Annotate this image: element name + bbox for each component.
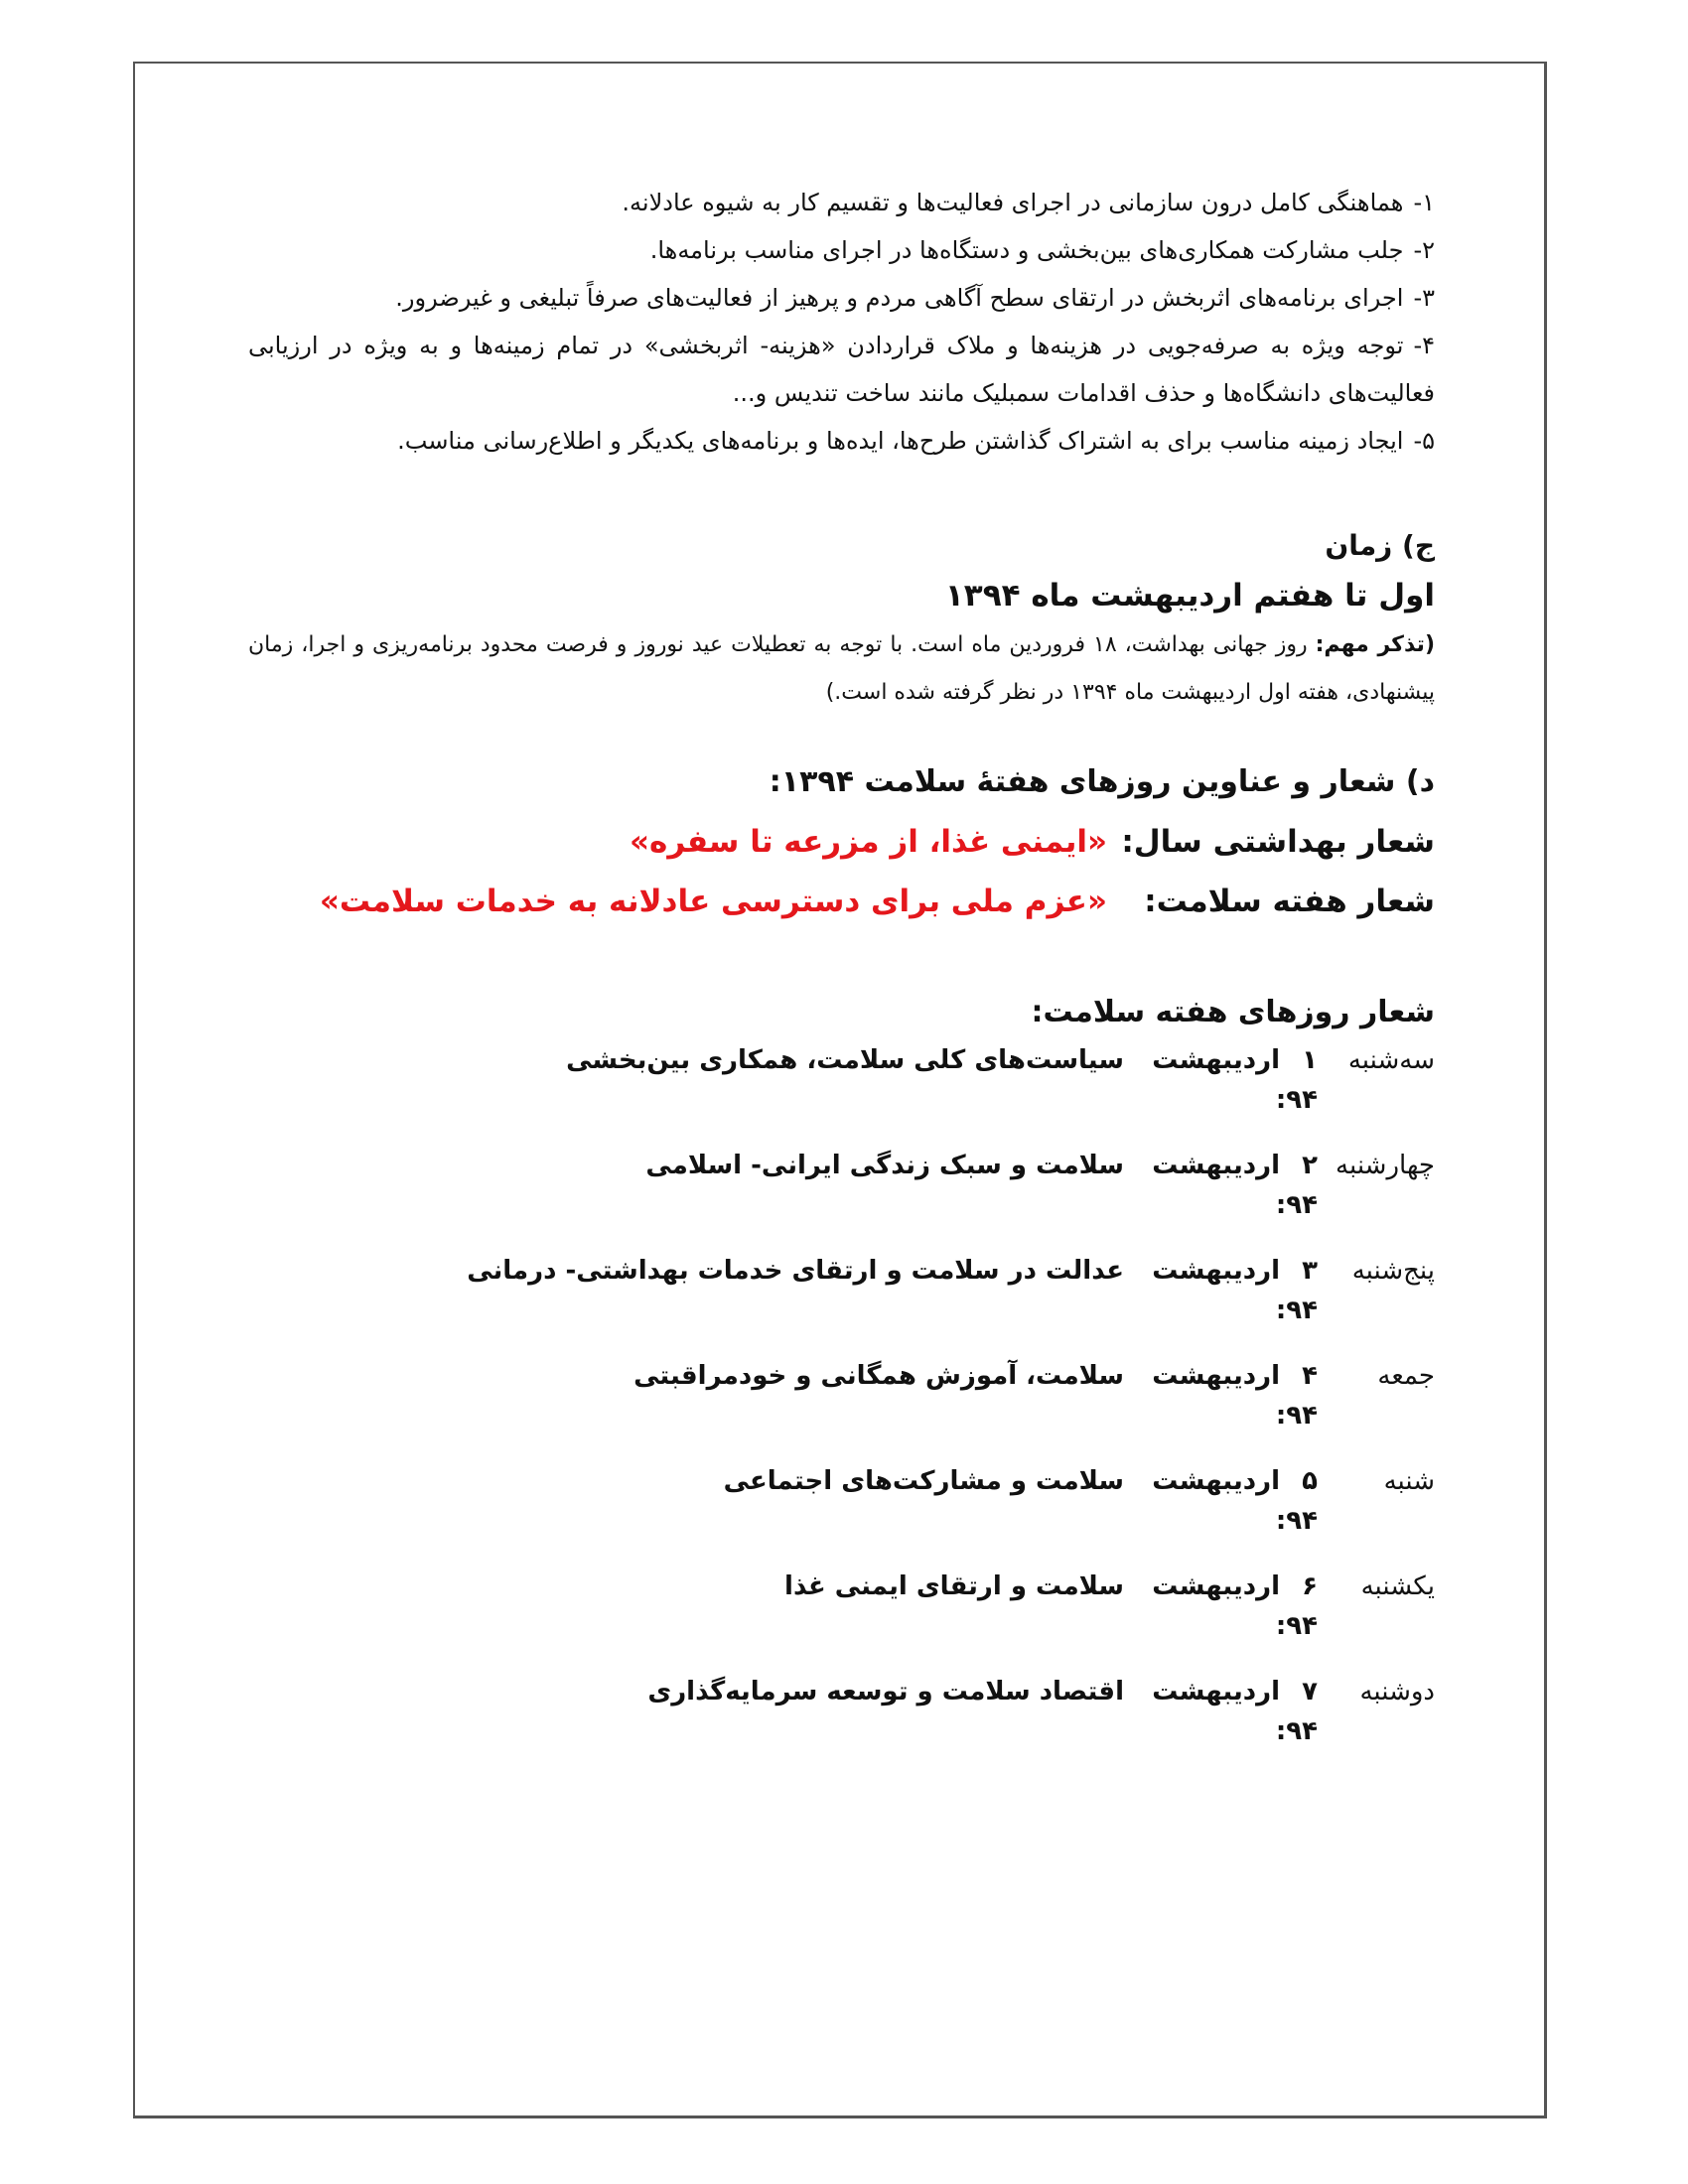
table-row bbox=[248, 1251, 1435, 1330]
table-row bbox=[248, 1567, 1435, 1646]
section-d-heading: د) شعار و عناوین روزهای هفتهٔ سلامت ۱۳۹۴: bbox=[769, 764, 1435, 799]
day-number: ۳ bbox=[1302, 1256, 1318, 1286]
list-item-text: جلب مشارکت همکاری‌های بین‌بخشی و دستگاه‌ها در اجرای مناسب برنامه‌ها. bbox=[649, 236, 1404, 264]
day-name: پنج‌شنبه bbox=[1351, 1256, 1435, 1286]
document-content bbox=[248, 179, 1435, 1751]
list-item-text: توجه ویژه به صرفه‌جویی در هزینه‌ها و ملاک قراردادن «هزینه- اثربخشی» در تمام زمینه‌ها و به ویژه در ارزیابی فعالیت‌های دانشگاه‌ها و حذف اقدامات سمبلیک مانند ساخت تندیس و... bbox=[248, 332, 1435, 407]
section-c-date: اول تا هفتم اردیبهشت ماه ۱۳۹۴ bbox=[944, 578, 1435, 614]
day-name: جمعه bbox=[1377, 1361, 1435, 1391]
list-item bbox=[248, 179, 1435, 226]
day-number: ۵ bbox=[1302, 1466, 1318, 1496]
table-row bbox=[248, 1461, 1435, 1541]
table-row bbox=[248, 1040, 1435, 1120]
day-name: شنبه bbox=[1383, 1466, 1435, 1496]
day-title: سلامت و مشارکت‌های اجتماعی bbox=[723, 1466, 1124, 1496]
section-c-heading: ج) زمان bbox=[1325, 529, 1435, 562]
table-row bbox=[248, 1356, 1435, 1435]
list-item-number: ۳- bbox=[1413, 284, 1435, 312]
slogan-label: شعار هفته سلامت: bbox=[1144, 884, 1435, 919]
day-date bbox=[1124, 1040, 1318, 1120]
day-date bbox=[1124, 1461, 1318, 1541]
day-month: اردیبهشت ۹۴: bbox=[1152, 1361, 1318, 1431]
day-title: سلامت و ارتقای ایمنی غذا bbox=[784, 1571, 1124, 1601]
day-title: سلامت و سبک زندگی ایرانی- اسلامی bbox=[645, 1151, 1124, 1180]
day-date bbox=[1124, 1356, 1318, 1435]
day-name: سه‌شنبه bbox=[1347, 1045, 1435, 1075]
table-row bbox=[248, 1146, 1435, 1225]
list-item-number: ۵- bbox=[1413, 427, 1435, 455]
day-title: عدالت در سلامت و ارتقای خدمات بهداشتی- درمانی bbox=[467, 1256, 1124, 1286]
day-month: اردیبهشت ۹۴: bbox=[1152, 1256, 1318, 1325]
day-number: ۲ bbox=[1302, 1151, 1318, 1180]
day-date bbox=[1124, 1146, 1318, 1225]
day-month: اردیبهشت ۹۴: bbox=[1152, 1045, 1318, 1115]
principles-list bbox=[248, 179, 1435, 465]
days-heading: شعار روزهای هفته سلامت: bbox=[1031, 995, 1435, 1029]
day-month: اردیبهشت ۹۴: bbox=[1152, 1151, 1318, 1220]
day-month: اردیبهشت ۹۴: bbox=[1152, 1571, 1318, 1641]
day-number: ۶ bbox=[1302, 1571, 1318, 1601]
days-table bbox=[248, 1040, 1435, 1751]
day-number: ۱ bbox=[1302, 1045, 1318, 1075]
list-item bbox=[248, 322, 1435, 417]
day-title: سیاست‌های کلی سلامت، همکاری بین‌بخشی bbox=[566, 1045, 1124, 1075]
slogan-row bbox=[248, 812, 1435, 872]
day-number: ۷ bbox=[1302, 1677, 1318, 1706]
important-note bbox=[248, 621, 1435, 717]
list-item bbox=[248, 417, 1435, 465]
day-name: دوشنبه bbox=[1359, 1677, 1435, 1706]
day-date bbox=[1124, 1567, 1318, 1646]
list-item-number: ۱- bbox=[1413, 189, 1435, 216]
list-item-text: ایجاد زمینه مناسب برای به اشتراک گذاشتن طرح‌ها، ایده‌ها و برنامه‌های یکدیگر و اطلاع‌رسانی مناسب. bbox=[397, 427, 1404, 455]
list-item bbox=[248, 274, 1435, 322]
list-item-number: ۴- bbox=[1413, 332, 1435, 359]
table-row bbox=[248, 1672, 1435, 1751]
day-date bbox=[1124, 1251, 1318, 1330]
list-item-text: اجرای برنامه‌های اثربخش در ارتقای سطح آگاهی مردم و پرهیز از فعالیت‌های صرفاً تبلیغی و غیرضرور. bbox=[395, 284, 1404, 312]
note-label: (تذکر مهم: bbox=[1315, 632, 1436, 657]
note-text: روز جهانی بهداشت، ۱۸ فروردین ماه است. با توجه به تعطیلات عید نوروز و فرصت محدود برنامه‌ریزی و اجرا، زمان پیشنهادی، هفته اول اردیبهشت ماه ۱۳۹۴ در نظر گرفته شده است.) bbox=[248, 632, 1435, 705]
day-number: ۴ bbox=[1302, 1361, 1318, 1391]
day-title: اقتصاد سلامت و توسعه سرمایه‌گذاری bbox=[647, 1677, 1124, 1706]
list-item-text: هماهنگی کامل درون سازمانی در اجرای فعالیت‌ها و تقسیم کار به شیوه عادلانه. bbox=[622, 189, 1404, 216]
list-item bbox=[248, 226, 1435, 274]
day-month: اردیبهشت ۹۴: bbox=[1152, 1466, 1318, 1536]
slogan-label: شعار بهداشتی سال: bbox=[1121, 824, 1435, 860]
day-month: اردیبهشت ۹۴: bbox=[1152, 1677, 1318, 1746]
slogan-text: «عزم ملی برای دسترسی عادلانه به خدمات سلامت» bbox=[319, 884, 1107, 919]
day-title: سلامت، آموزش همگانی و خودمراقبتی bbox=[633, 1361, 1124, 1391]
day-date bbox=[1124, 1672, 1318, 1751]
slogan-row bbox=[248, 872, 1435, 931]
list-item-number: ۲- bbox=[1413, 236, 1435, 264]
day-name: یکشنبه bbox=[1360, 1571, 1435, 1601]
day-name: چهارشنبه bbox=[1336, 1151, 1435, 1180]
slogan-text: «ایمنی غذا، از مزرعه تا سفره» bbox=[630, 824, 1107, 860]
